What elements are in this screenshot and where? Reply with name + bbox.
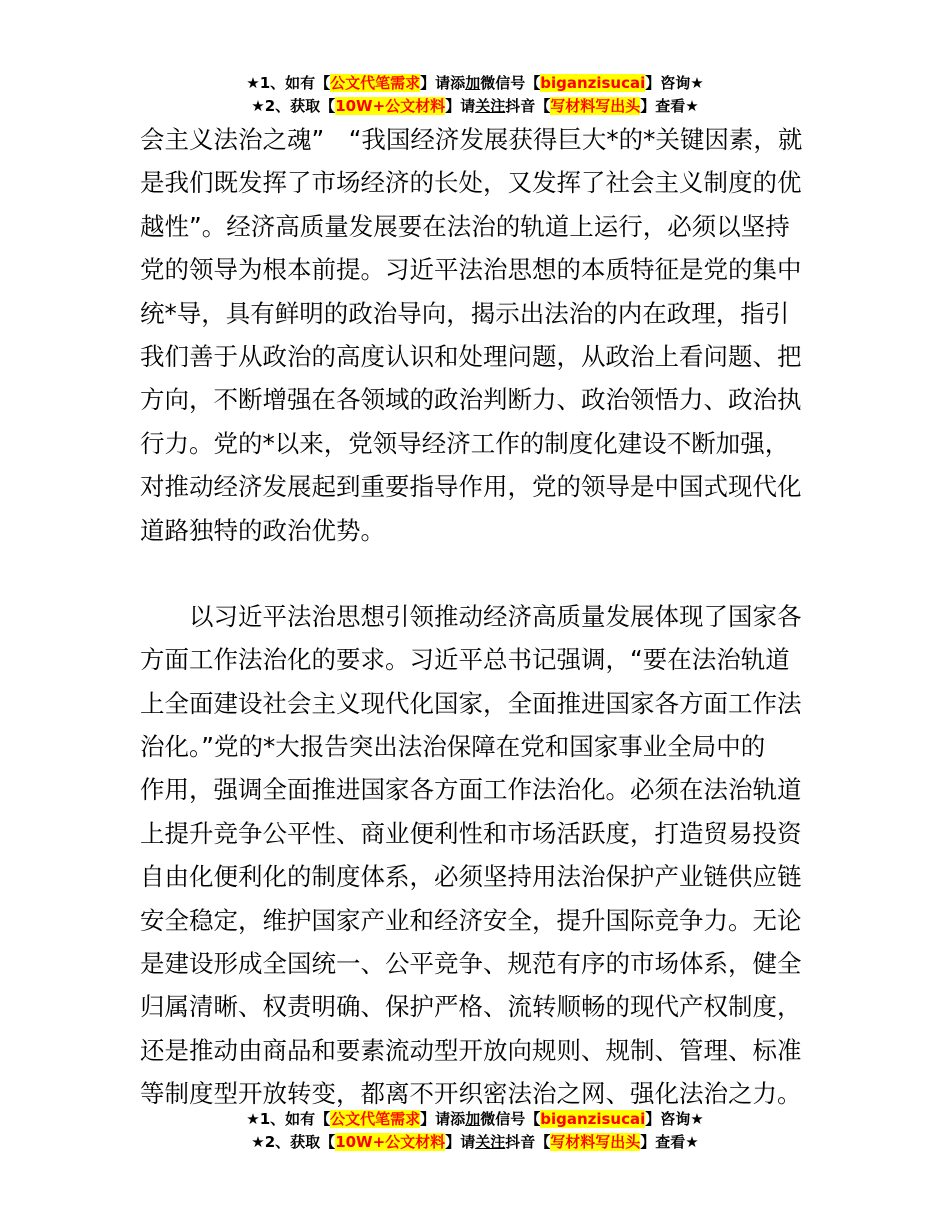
text-line: 党的领导为根本前提。习近平法治思想的本质特征是党的集中 [140, 255, 802, 285]
header-2-text: ★2、获取【 [251, 97, 336, 115]
header-1-highlight-wechat: biganzisucai [540, 74, 646, 92]
footer-2-text: 】查看★ [640, 1133, 699, 1151]
text-line: 治化。”党的*大报告突出法治保障在党和国家事业全局中的 [140, 732, 766, 762]
header-line-2 [0, 95, 950, 118]
header-line-1 [0, 72, 950, 95]
text-line: 我们善于从政治的高度认识和处理问题，从政治上看问题、把 [140, 341, 802, 371]
text-line: 道路独特的政治优势。 [140, 515, 385, 545]
header-banner [0, 72, 950, 118]
header-1-text: 】咨询★ [645, 74, 704, 92]
footer-banner [0, 1108, 950, 1154]
footer-2-highlight-materials: 10W+公文材料 [335, 1133, 446, 1151]
text-line: 对推动经济发展起到重要指导作用，党的领导是中国式现代化 [140, 472, 802, 502]
text-line: 还是推动由商品和要素流动型开放向规则、规制、管理、标准 [140, 1035, 802, 1065]
text-line: 上全面建设社会主义现代化国家，全面推进国家各方面工作法 [140, 688, 802, 718]
text-line: 方面工作法治化的要求。习近平总书记强调，“要在法治轨道 [140, 645, 790, 675]
footer-2-text: 】请 [445, 1133, 476, 1151]
header-1-underlined: 加 [465, 74, 481, 92]
text-line: 统*导，具有鲜明的政治导向，揭示出法治的内在政理，指引 [140, 298, 790, 328]
footer-line-2 [0, 1131, 950, 1154]
text-line: 上提升竞争公平性、商业便利性和市场活跃度，打造贸易投资 [140, 818, 802, 848]
footer-1-underlined: 加 [465, 1110, 481, 1128]
text-line: 等制度型开放转变，都离不开织密法治之网、强化法治之力。 [140, 1079, 802, 1109]
text-line: 会主义法治之魂” “我国经济发展获得巨大*的*关键因素，就 [140, 125, 803, 154]
header-1-text: 】请添 [420, 74, 466, 92]
header-1-highlight-service: 公文代笔需求 [330, 74, 421, 92]
text-line: 行力。党的*以来，党领导经济工作的制度化建设不断加强， [140, 428, 790, 458]
header-2-highlight-douyin: 写材料写出头 [550, 97, 641, 115]
document-body [140, 118, 812, 1116]
footer-line-1 [0, 1108, 950, 1131]
header-2-text: 抖音【 [505, 97, 551, 115]
header-2-text: 】查看★ [640, 97, 699, 115]
text-line: 是建设形成全国统一、公平竞争、规范有序的市场体系，健全 [140, 949, 802, 979]
footer-1-text: 微信号【 [480, 1110, 541, 1128]
paragraph-1 [140, 118, 812, 552]
text-line: 安全稳定，维护国家产业和经济安全，提升国际竞争力。无论 [140, 905, 802, 935]
footer-1-highlight-service: 公文代笔需求 [330, 1110, 421, 1128]
footer-1-text: ★1、如有【 [246, 1110, 331, 1128]
footer-2-text: ★2、获取【 [251, 1133, 336, 1151]
header-2-highlight-materials: 10W+公文材料 [335, 97, 446, 115]
text-line: 自由化便利化的制度体系，必须坚持用法治保护产业链供应链 [140, 862, 802, 892]
header-2-underlined: 关注 [475, 97, 506, 115]
footer-2-text: 抖音【 [505, 1133, 551, 1151]
footer-1-text: 】请添 [420, 1110, 466, 1128]
text-line: 是我们既发挥了市场经济的长处，又发挥了社会主义制度的优 [140, 168, 802, 198]
paragraph-2 [140, 595, 812, 1116]
header-1-text: ★1、如有【 [246, 74, 331, 92]
header-1-text: 微信号【 [480, 74, 541, 92]
header-2-text: 】请 [445, 97, 476, 115]
text-line: 作用，强调全面推进国家各方面工作法治化。必须在法治轨道 [140, 775, 802, 805]
footer-1-highlight-wechat: biganzisucai [540, 1110, 646, 1128]
footer-2-highlight-douyin: 写材料写出头 [550, 1133, 641, 1151]
paragraph-gap [140, 552, 812, 595]
text-line: 方向，不断增强在各领域的政治判断力、政治领悟力、政治执 [140, 385, 802, 415]
text-line: 归属清晰、权责明确、保护严格、流转顺畅的现代产权制度， [140, 992, 802, 1022]
text-line: 越性”。经济高质量发展要在法治的轨道上运行，必须以坚持 [140, 211, 790, 241]
text-line: 以习近平法治思想引领推动经济高质量发展体现了国家各 [140, 601, 802, 631]
footer-2-underlined: 关注 [475, 1133, 506, 1151]
footer-1-text: 】咨询★ [645, 1110, 704, 1128]
